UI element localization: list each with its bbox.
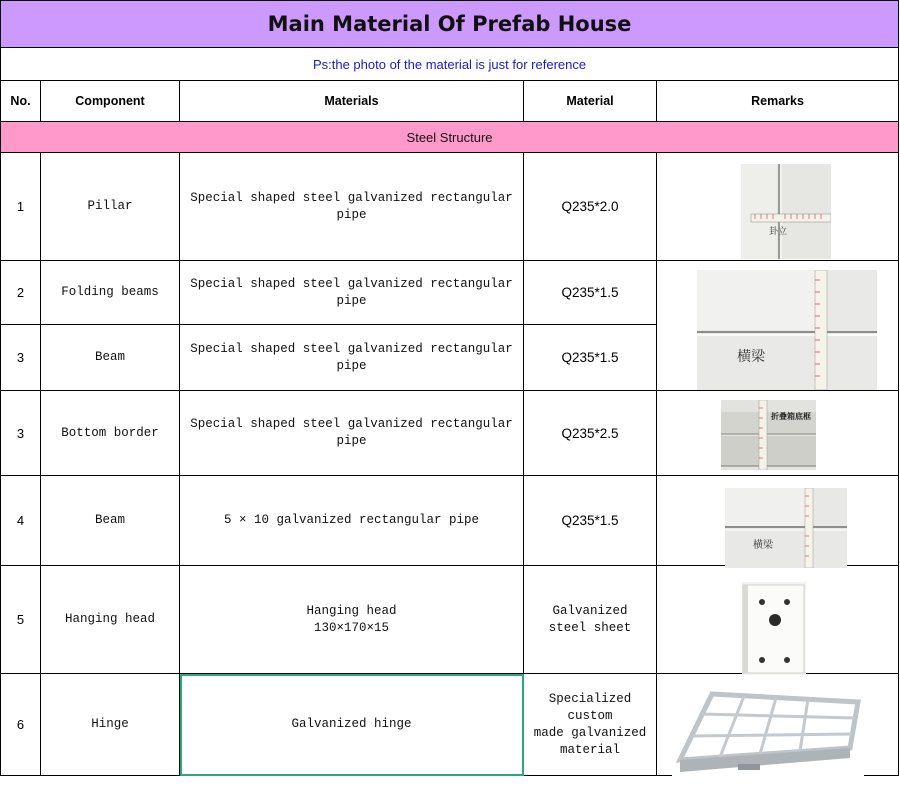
cell-no[interactable]: 3 [1, 325, 41, 391]
cell-no[interactable]: 6 [1, 674, 41, 776]
material-line: made galvanized [533, 725, 647, 740]
table-title[interactable]: Main Material Of Prefab House [1, 1, 899, 48]
cell-material[interactable]: Q235*1.5 [524, 476, 657, 566]
material-line: steel sheet [548, 620, 632, 635]
material-line: Galvanized [552, 603, 628, 618]
cell-materials[interactable] [180, 566, 524, 674]
cell-materials[interactable]: 5 × 10 galvanized rectangular pipe [180, 476, 524, 566]
pillar-photo-label: 卦立 [769, 227, 788, 237]
header-materials[interactable]: Materials [180, 81, 524, 122]
cell-component[interactable]: Folding beams [41, 261, 180, 325]
cell-materials[interactable]: Special shaped steel galvanized rectangular pipe [180, 325, 524, 391]
header-no[interactable]: No. [1, 81, 41, 122]
cell-material[interactable]: Q235*2.5 [524, 391, 657, 476]
bottom-border-photo[interactable] [721, 400, 816, 470]
cell-component[interactable]: Bottom border [41, 391, 180, 476]
cell-materials[interactable]: Special shaped steel galvanized rectangular pipe [180, 391, 524, 476]
selected-cell-materials[interactable]: Galvanized hinge [180, 674, 524, 776]
beam-photo-label: 横梁 [737, 349, 765, 365]
cell-material[interactable] [524, 674, 657, 776]
cell-component[interactable]: Beam [41, 325, 180, 391]
cell-no[interactable]: 2 [1, 261, 41, 325]
beam-small-photo[interactable] [725, 488, 847, 568]
cell-component[interactable]: Beam [41, 476, 180, 566]
cell-materials[interactable]: Special shaped steel galvanized rectangular pipe [180, 261, 524, 325]
hanging-head-photo[interactable] [742, 582, 806, 675]
reference-note[interactable]: Ps:the photo of the material is just for reference [1, 48, 899, 81]
hinge-frame-photo[interactable] [672, 688, 864, 782]
material-line: material [559, 742, 620, 757]
material-line: Specialized custom [548, 691, 632, 723]
cell-component[interactable]: Hanging head [41, 566, 180, 674]
cell-no[interactable]: 3 [1, 391, 41, 476]
cell-component[interactable]: Pillar [41, 153, 180, 261]
materials-line: 130×170×15 [313, 620, 389, 635]
cell-material[interactable]: Q235*1.5 [524, 325, 657, 391]
beam-small-photo-label: 横梁 [753, 540, 773, 551]
cell-materials[interactable]: Special shaped steel galvanized rectangular pipe [180, 153, 524, 261]
cell-material[interactable] [524, 566, 657, 674]
cell-no[interactable]: 1 [1, 153, 41, 261]
cell-component[interactable]: Hinge [41, 674, 180, 776]
materials-line: Hanging head [306, 603, 397, 618]
bottom-border-photo-label: 折叠箱底框 [771, 412, 811, 421]
header-remarks[interactable]: Remarks [657, 81, 899, 122]
cell-material[interactable]: Q235*1.5 [524, 261, 657, 325]
cell-no[interactable]: 4 [1, 476, 41, 566]
pillar-photo[interactable] [741, 164, 831, 259]
cell-no[interactable]: 5 [1, 566, 41, 674]
header-material[interactable]: Material [524, 81, 657, 122]
header-component[interactable]: Component [41, 81, 180, 122]
beam-photo[interactable] [697, 270, 877, 390]
cell-material[interactable]: Q235*2.0 [524, 153, 657, 261]
section-steel-structure[interactable]: Steel Structure [1, 122, 899, 153]
